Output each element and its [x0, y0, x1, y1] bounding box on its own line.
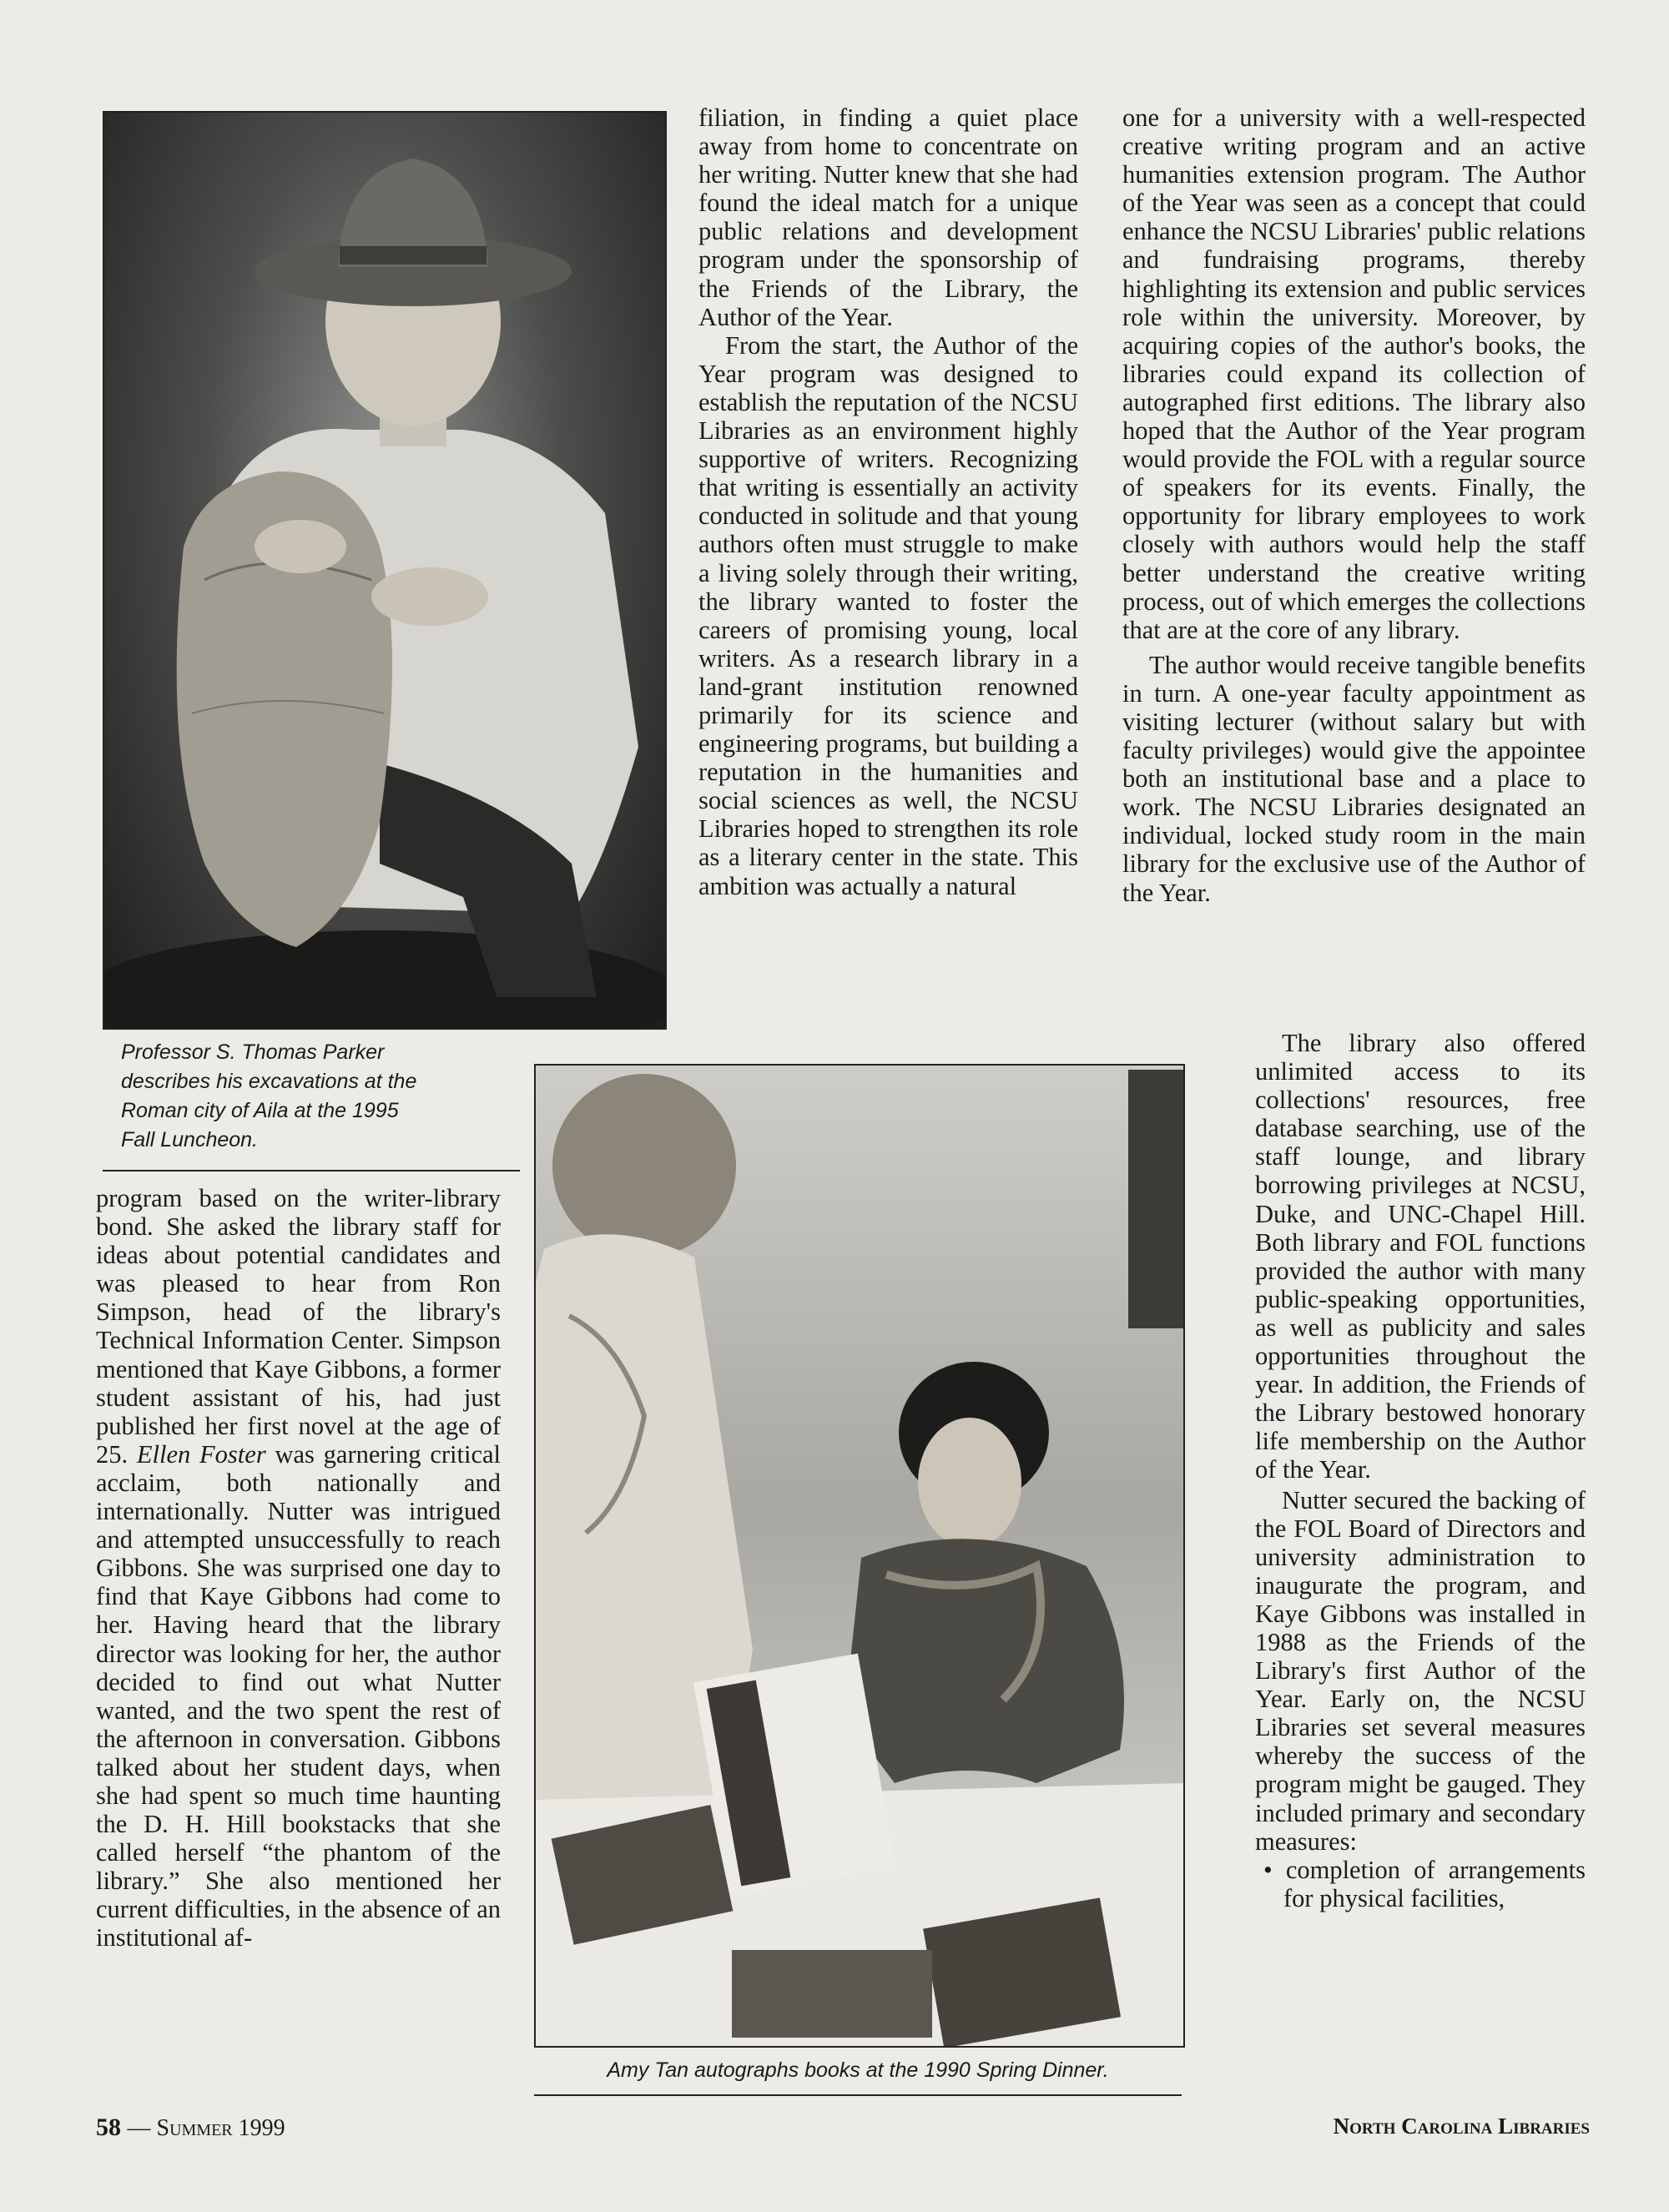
amy-tan-photo-caption: Amy Tan autographs books at the 1990 Spring Dinner.: [607, 2058, 1109, 2082]
paragraph: filiation, in finding a quiet place away from home to concentrate on her writing. Nutter knew that she had found the ideal match for a unique public relations and development program under the sponsorship of the Friends of the Library, the Author of the Year.: [698, 103, 1078, 331]
column-right-narrow: [1255, 1029, 1586, 1912]
publication-name: North Carolina Libraries: [1333, 2114, 1590, 2139]
caption-line: Fall Luncheon.: [121, 1128, 259, 1151]
caption-line: Roman city of Aila at the 1995: [121, 1099, 399, 1122]
amy-tan-photo: [534, 1064, 1185, 2048]
paragraph: The author would receive tangible benefits in turn. A one-year faculty appointment as visiting lecturer (without salary but with faculty privileges) would give the appointee both an institutional base and a place to work. The NCSU Libraries designated an individual, locked study room in the main library for the exclusive use of the Author of the Year.: [1122, 650, 1586, 907]
parker-photo-caption: [121, 1038, 513, 1155]
column-left: [96, 1184, 501, 1953]
column-middle: [698, 103, 1078, 900]
page-footer-left: [96, 2114, 285, 2142]
caption-line: Professor S. Thomas Parker: [121, 1040, 385, 1064]
bullet-item: • completion of arrangements for physical facilities,: [1263, 1855, 1586, 1912]
column-right: [1122, 103, 1586, 907]
paragraph: [96, 1184, 501, 1953]
book-title: Ellen Foster: [136, 1439, 266, 1469]
paragraph: From the start, the Author of the Year program was designed to establish the reputation of the NCSU Libraries as an environment highly supportive of writers. Recognizing that writing is essentially an activity conducted in solitude and that young authors often must struggle to make a living solely through their writing, the library wanted to foster the careers of promising young, local writers. As a research library in a land-grant institution renowned primarily for its science and engineering programs, but building a reputation in the humanities and social sciences as well, the NCSU Libraries hoped to strengthen its role as a literary center in the state. This ambition was actually a natural: [698, 330, 1078, 900]
paragraph: The library also offered unlimited access to its collections' resources, free database searching, use of the staff lounge, and library borrowing privileges at NCSU, Duke, and UNC-Chapel Hill. Both library and FOL functions provided the author with many public-speaking opportunities, as well as publicity and sales opportunities throughout the year. In addition, the Friends of the Library bestowed honorary life membership on the Author of the Year.: [1255, 1029, 1586, 1484]
bullet-text: completion of arrangements for physical facilities,: [1283, 1855, 1586, 1912]
text-run: was garnering critical acclaim, both nationally and internationally. Nutter was intrigued and attempted unsuccessfully to reach Gibbons. She was surprised one day to find that Kaye Gibbons had come to her. Having heard that the library director was looking for her, the author decided to find out what Nutter wanted, and the two spent the rest of the afternoon in conversation. Gibbons talked about her student days, when she had spent so much time haunting the D. H. Hill bookstacks that she called herself “the phantom of the library.” She also mentioned her current difficulties, in the absence of an institutional af-: [96, 1439, 501, 1953]
paragraph: one for a university with a well-respected creative writing program and an active humanities extension program. The Author of the Year was seen as a concept that could enhance the NCSU Libraries' public relations and fundraising programs, thereby highlighting its extension and public services role within the university. Moreover, by acquiring copies of the author's books, the libraries could expand its collection of autographed first editions. The library also hoped that the Author of the Year program would provide the FOL with a regular source of speakers for its events. Finally, the opportunity for library employees to work closely with authors would help the staff better understand the creative writing process, out of which emerges the collections that are at the core of any library.: [1122, 103, 1586, 644]
caption-line: describes his excavations at the: [121, 1070, 417, 1093]
paragraph: Nutter secured the backing of the FOL Board of Directors and university administration to inaugurate the program, and Kaye Gibbons was installed in 1988 as the Friends of the Library's first Author of the Year. Early on, the NCSU Libraries set several measures whereby the success of the program might be gauged. They included primary and secondary measures:: [1255, 1485, 1586, 1856]
caption-rule: [103, 1170, 520, 1172]
parker-photo: [103, 111, 667, 1030]
page-number: 58: [96, 2114, 121, 2141]
caption-rule: [534, 2094, 1182, 2096]
text-run: program based on the writer-library bond. She asked the library staff for ideas about potential candidates and was pleased to hear from Ron Simpson, head of the library's Technical Information Center. Simpson mentioned that Kaye Gibbons, a former student assistant of his, had just published her first novel at the age of 25.: [96, 1184, 501, 1469]
issue-label: — Summer 1999: [127, 2115, 285, 2141]
